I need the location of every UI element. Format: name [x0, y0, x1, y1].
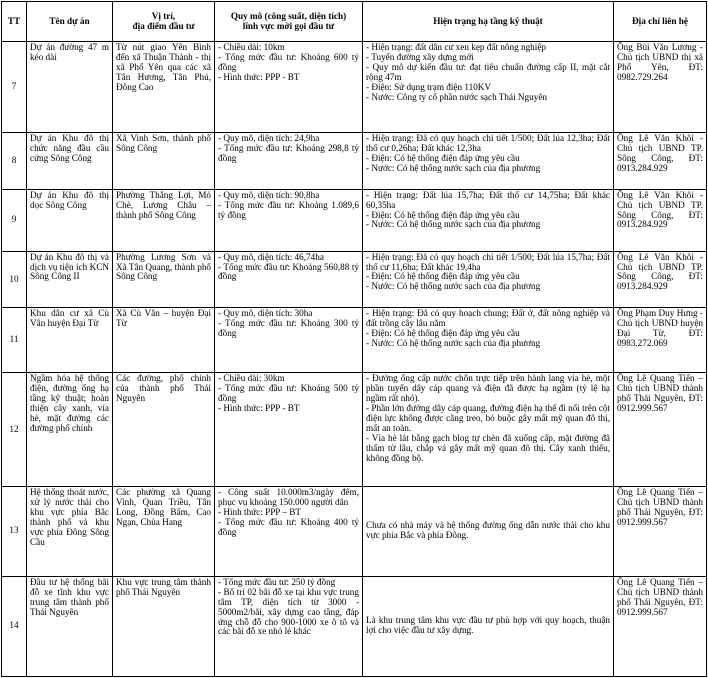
infrastructure-status [363, 251, 614, 308]
header-scale [215, 2, 363, 42]
contact-info: Ông Phạm Duy Hưng - Chủ tịch UBND huyện Đại Từ, ĐT: 0983.272.069 [614, 308, 707, 373]
table-row [2, 189, 707, 251]
project-scale [215, 132, 363, 189]
project-scale [215, 42, 363, 133]
infrastructure-status [363, 308, 614, 373]
infrastructure-line: - Điện: Sử dụng trạm điện 110KV [366, 81, 492, 92]
project-name: Ngầm hóa hệ thống điện, đường ống hạ tầng kỹ thuật; hoàn thiện cây xanh, vỉa hè, mặt đường các đường phố chính [27, 373, 113, 487]
header-contact: Địa chỉ liên hệ [614, 2, 707, 42]
infrastructure-line: - Điện: Có hệ thống điện đáp ứng yêu cầu [366, 271, 520, 282]
row-number: 10 [2, 251, 27, 308]
scale-line: - Quy mô, diện tích: 24,9ha [218, 132, 320, 143]
investment-projects-table [1, 1, 707, 677]
infrastructure-line: - Nước: Có hệ thống nước sạch của địa phương [366, 281, 541, 292]
scale-line: - Tổng mức đầu tư: Khoảng 600 tỷ đồng [218, 51, 359, 72]
infrastructure-line: - Nước: Có hệ thống nước sạch của địa phương [366, 219, 541, 230]
contact-info: Ông Lê Văn Khôi - Chủ tịch UBND TP. Sông Công, ĐT: 0913.284.929 [614, 132, 707, 189]
contact-info: Ông Lê Quang Tiến – Chủ tịch UBND thành phố Thái Nguyên, ĐT: 0912.999.567 [614, 576, 707, 676]
infrastructure-line: Là khu trung tâm khu vực đầu tư phù hợp với quy hoạch, thuận lợi cho việc đầu tư xây dựng. [366, 615, 610, 636]
header-location-line1: Vị trí, [151, 10, 176, 21]
table-row [2, 308, 707, 373]
scale-line: - Chiều dài: 30km [218, 373, 285, 384]
scale-line: - Quy mô, diện tích: 90,8ha [218, 189, 320, 200]
infrastructure-line: - Đường ống cấp nước chôn trực tiếp trên hành lang vỉa hè, một phần tuyến dây cáp quang và điện đã được hạ ngầm (tỷ lệ hạ ngầm rất nhỏ). [366, 373, 610, 404]
scale-line: - Tổng mức đầu tư: 250 tỷ đồng [218, 576, 336, 587]
project-scale [215, 486, 363, 576]
project-scale [215, 308, 363, 373]
infrastructure-line: - Nước: Có hệ thống nước sạch của địa phương [366, 338, 541, 349]
table-body [2, 42, 707, 677]
header-row [2, 2, 707, 42]
project-scale [215, 576, 363, 676]
row-number: 12 [2, 373, 27, 487]
scale-line: - Quy mô, diện tích: 46,74ha [218, 251, 324, 262]
project-location: Các đường, phố chính của thành phố Thái Nguyên [113, 373, 215, 487]
infrastructure-line: - Tuyến đường xây dựng mới [366, 51, 474, 62]
project-name: Hệ thống thoát nước, xử lý nước thải cho khu vực phía Bắc thành phố và khu vực phía Đông Sông Cầu [27, 486, 113, 576]
header-project-name: Tên dự án [27, 2, 113, 42]
contact-info: Ông Lê Văn Khôi - Chủ tịch UBND TP. Sông Công, ĐT: 0913.284.929 [614, 251, 707, 308]
infrastructure-line: - Phần lớn đường dây cáp quang, đường điện hạ thế đi nổi trên cột điện lực không được căng treo, bó buộc gây mất mỹ quan đô thị, mất an toàn. [366, 403, 610, 434]
project-name: Dự án đường 47 m kéo dài [27, 42, 113, 133]
infrastructure-line: - Hiện trạng: Đã có quy hoạch chi tiết 1/500; Đất lúa 15,7ha; Đất thổ cư 11,6ha; Đất khác 19,4ha [366, 251, 610, 272]
scale-line: - Hình thức: PPP – BT [218, 506, 301, 517]
scale-line: - Quy mô, diện tích: 30ha [218, 308, 313, 319]
contact-info: Ông Lê Văn Khôi - Chủ tịch UBND TP. Sông Công, ĐT: 0913.284.929 [614, 189, 707, 251]
scale-line: - Tổng mức đầu tư: Khoảng 300 tỷ đồng [218, 318, 359, 339]
infrastructure-line: - Điện: Có hệ thống điện đáp ứng yêu cầu [366, 152, 520, 163]
infrastructure-line: - Nước: Công ty cổ phần nước sạch Thái Nguyên [366, 91, 548, 102]
project-location: Xã Vinh Sơn, thành phố Sông Công [113, 132, 215, 189]
table-row [2, 486, 707, 576]
scale-line: - Tổng mức đầu tư: Khoảng 298,8 tỷ đồng [218, 142, 359, 163]
project-location: Phường Lương Sơn và Xã Tân Quang, thành phố Sông Công [113, 251, 215, 308]
table-row [2, 576, 707, 676]
infrastructure-status [363, 486, 614, 576]
scale-line: - Chiều dài: 10km [218, 42, 285, 52]
row-number: 14 [2, 576, 27, 676]
project-scale [215, 189, 363, 251]
header-location-line2: địa điểm đầu tư [132, 20, 195, 31]
infrastructure-line: - Hiện trạng: Đất lúa 15,7ha; Đất thổ cư 14,75ha; Đất khác 60,35ha [366, 189, 610, 210]
infrastructure-line: - Quy mô dự kiến đầu tư: đạt tiêu chuẩn đường cấp II, mặt cắt rộng 47m [366, 61, 610, 82]
row-number: 7 [2, 42, 27, 133]
project-name: Đầu tư hệ thống bãi đỗ xe tĩnh khu vực trung tâm thành phố Thái Nguyên [27, 576, 113, 676]
infrastructure-status [363, 576, 614, 676]
project-name: Khu dân cư xã Cù Vân huyện Đại Từ [27, 308, 113, 373]
project-scale [215, 373, 363, 487]
infrastructure-line: - Vỉa hè lát bằng gạch blog tự chèn đã xuống cấp, mặt đường đã thấm từ lâu, chắp vá gây mất mỹ quan đô thị. Cây xanh thiếu, không đồng bộ. [366, 433, 610, 463]
scale-line: - Công suất 10.000m3/ngày đêm, phục vụ khoảng 150.000 người dân [218, 486, 359, 507]
table-row [2, 132, 707, 189]
row-number: 11 [2, 308, 27, 373]
project-name: Dự án Khu đô thị và dịch vụ tiện ích KCN Sông Công II [27, 251, 113, 308]
project-name: Dự án Khu đô thị dọc Sông Công [27, 189, 113, 251]
header-infrastructure: Hiện trạng hạ tầng kỹ thuật [363, 2, 614, 42]
row-number: 8 [2, 132, 27, 189]
contact-info: Ông Lê Quang Tiến – Chủ tịch UBND thành phố Thái Nguyên, ĐT: 0912.999.567 [614, 486, 707, 576]
project-location: Các phường xã Quang Vinh, Quan Triều, Tân Long, Đồng Bẩm, Cao Ngạn, Chùa Hang [113, 486, 215, 576]
project-location: Phường Thắng Lợi, Mỏ Chè, Lương Châu – thành phố Sông Công [113, 189, 215, 251]
row-number: 9 [2, 189, 27, 251]
infrastructure-line: Chưa có nhà máy và hệ thống đường ống dẫn nước thải cho khu vực phía Bắc và phía Đông. [366, 520, 610, 541]
infrastructure-status [363, 42, 614, 133]
table-row [2, 42, 707, 133]
scale-line: - Hình thức: PPP - BT [218, 71, 300, 82]
row-number: 13 [2, 486, 27, 576]
scale-line: - Hình thức: PPP - BT [218, 403, 300, 414]
table-row [2, 251, 707, 308]
header-tt: TT [2, 2, 27, 42]
scale-line: - Tổng mức đầu tư: Khoảng 1.089,6 tỷ đồng [218, 199, 359, 220]
table-row [2, 373, 707, 487]
infrastructure-line: - Hiện trạng: đất dân cư xen kẹp đất nông nghiệp [366, 42, 546, 52]
infrastructure-line: - Hiện trạng: Đã có quy hoạch chi tiết 1/500; Đất lúa 12,3ha; Đất thổ cư 0,26ha; Đất khác 12,3ha [366, 132, 610, 153]
infrastructure-status [363, 189, 614, 251]
scale-line: - Tổng mức đầu tư: Khoảng 500 tỷ đồng [218, 383, 359, 404]
header-scale-line2: lĩnh vực mời gọi đầu tư [242, 20, 335, 31]
infrastructure-status [363, 373, 614, 487]
header-scale-line1: Quy mô (công suất, diện tích) [230, 10, 347, 21]
infrastructure-line: - Nước: Có hệ thống nước sạch của địa phương [366, 162, 541, 173]
project-scale [215, 251, 363, 308]
contact-info: Ông Lê Quang Tiến – Chủ tịch UBND thành phố Thái Nguyên, ĐT: 0912.999.567 [614, 373, 707, 487]
project-location: Khu vực trung tâm thành phố Thái Nguyên [113, 576, 215, 676]
header-location [113, 2, 215, 42]
project-location: Xã Cù Vân – huyện Đại Từ [113, 308, 215, 373]
infrastructure-line: - Điện: Có hệ thống điện đáp ứng yêu cầu [366, 209, 520, 220]
project-location: Từ nút giao Yên Bình đến xã Thuận Thành - thị xã Phổ Yên qua các xã Tân Hương, Tân Phú, Đông Cao [113, 42, 215, 133]
scale-line: - Tổng mức đầu tư: Khoảng 400 tỷ đồng [218, 516, 359, 537]
project-name: Dự án Khu đô thị chức năng đầu cầu cứng Sông Công [27, 132, 113, 189]
scale-line: - Bố trí 02 bãi đỗ xe tại khu vực trung tâm TP, diện tích từ 3000 - 5000m2/bãi, xây dựng cao tầng, đáp ứng chỗ đỗ cho 900-1000 xe ô tô và các bãi đỗ xe nhỏ lẻ khác [218, 586, 359, 637]
scale-line: - Tổng mức đầu tư: Khoảng 560,88 tỷ đồng [218, 261, 359, 282]
infrastructure-status [363, 132, 614, 189]
infrastructure-line: - Điện: Có hệ thống điện đáp ứng yêu cầu [366, 328, 520, 339]
infrastructure-line: - Hiện trạng: Đã có quy hoạch chung; Đất ở, đất nông nghiệp và đất trồng cây lâu năm [366, 308, 610, 329]
contact-info: Ông Bùi Văn Lương - Chủ tịch UBND thị xã Phổ Yên, ĐT: 0982.729.264 [614, 42, 707, 133]
